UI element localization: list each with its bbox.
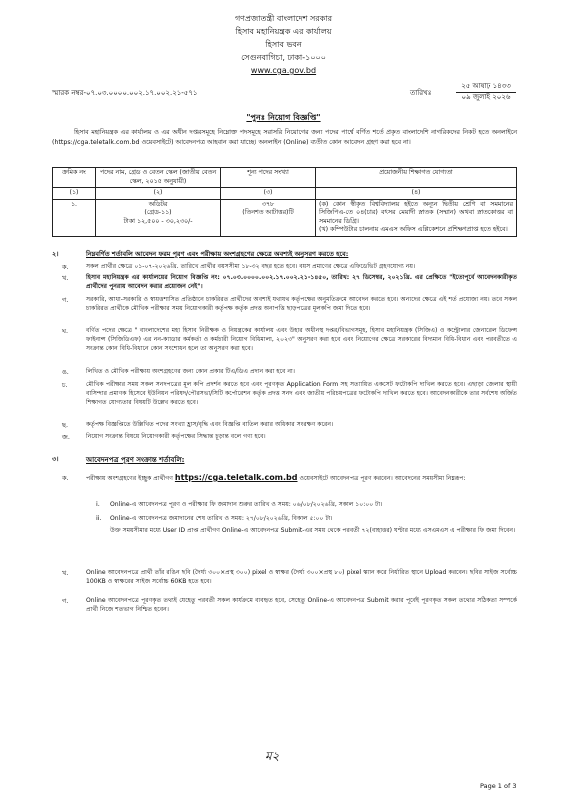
qualification-b: (খ) কম্পিউটার চালনায় এমএস অফিস এপ্লিকেশনে প্রশিক্ষণপ্রাপ্ত হতে হইবে। xyxy=(319,226,508,233)
item-ka-pre: পরীক্ষায় অংশগ্রহণের ইচ্ছুক প্রার্থীগণ xyxy=(86,475,173,482)
section2-item-text: লিখিত ও মৌখিক পরীক্ষায় অংশগ্রহণের জন্য কোন প্রকার টিএ/ডিএ প্রদান করা হবে না। xyxy=(86,368,295,375)
header-office: হিসাব মহানিয়ন্ত্রক এর কার্যালয় xyxy=(235,27,332,36)
section2-item-label: ঘ. xyxy=(62,327,69,335)
post-grade: (গ্রেড-১১) xyxy=(144,209,172,216)
section2-number: ২। xyxy=(52,250,59,258)
page-number: Page 1 of 3 xyxy=(480,782,517,790)
section2-item-label: খ. xyxy=(62,274,69,282)
section2-item-text: বর্ণিত পদের ক্ষেত্রে " বাংলাদেশের মহা হিসাব নিরীক্ষক ও নিয়ন্ত্রকের কার্যালয় এবং উহার অধীনস্থ দপ্তর/বিভাগসমূহ, হিসাব মহানিয়ন্ত্রক (সিজিএ) ও কন্ট্রোলার জেনারেল ডিফেন্স ফাইনান্স (সিজিডিএফ) এর নন-ক্যাডার কর্মকর্তা ও কর্মচারী নিয়োগ বিধিমালা, ২০২৩" অনুসরণ করা হবে এবং নিয়োগের ক্ষেত্রে সরকারের বিদ্যমান বিধি-বিধান এবং পরবর্তীতে এ সংক্রান্ত কোন বিধি-বিধানে কোন সংশোধন হলে তা অনুসরণ করা হবে। xyxy=(86,327,517,352)
table-number-row xyxy=(53,188,517,200)
section3-item-label: ক. xyxy=(62,474,69,482)
vacancy-words: (তিনশত আটাত্তর)টি xyxy=(242,209,294,216)
section3-item-label: খ. xyxy=(62,569,69,577)
table-header: ক্রমিক নং xyxy=(53,168,96,188)
section3-item-ga: Online আবেদনপত্রে পূরণকৃত তথ্যই যেহেতু পরবর্তী সকল কার্যক্রমে ব্যবহৃত হবে, সেহেতু Online-এ আবেদনপত্র Submit করার পূর্বেই পূরণকৃত সকল তথ্যের সঠিকতা সম্পর্কে প্রার্থী নিজে শতভাগ নিশ্চিত হবেন। xyxy=(86,597,517,613)
col-number: (৪) xyxy=(316,188,517,200)
section2-item-label: জ. xyxy=(62,433,70,441)
section2-item-label: ঙ. xyxy=(62,368,69,376)
row-serial: ১. xyxy=(53,199,96,236)
section2-item-label: গ. xyxy=(62,296,69,304)
sub-item-start-date: Online-এ আবেদনপত্র পূরণ ও পরীক্ষার ফি জমাদান শুরুর তারিখ ও সময়: ০৬/০৮/২০২৬খ্রি, সকাল ১০:০০ টা। xyxy=(110,501,383,508)
section2-item-label: ক. xyxy=(62,263,69,271)
item-ka-post: ওয়েবসাইটে আবেদনপত্র পূরণ করবেন। আবেদনের সময়সীমা নিম্নরূপ: xyxy=(299,475,466,482)
table-header: শূন্য পদের সংখ্যা xyxy=(221,168,316,188)
section2-item-label: চ. xyxy=(62,381,68,389)
table-header-row xyxy=(53,168,517,188)
row-vacancies xyxy=(221,199,316,236)
section2-item-text: মৌখিক পরীক্ষার সময় সকল সনদপত্রের মূল কপি প্রদর্শন করতে হবে এবং পূরণকৃত Application Form সহ সত্যায়িত একসেট ফটোকপি দাখিল করতে হবে। এছাড়া জেলার স্থায়ী বাসিন্দার প্রমাণক হিসেবে ইউনিয়ন পরিষদ/পৌরসভা/সিটি কর্পোরেশন কর্তৃক প্রদত্ত সনদ এবং জাতীয় পরিচয়পত্রের ফটোকপি দাখিল করতে হবে। আবেদনকারীকে তার সর্বশেষ অর্জিত শিক্ষাগত যোগ্যতার বিষয়টি উল্লেখ করতে হবে। xyxy=(86,381,517,406)
qualification-a: (ক) কোন স্বীকৃত বিশ্ববিদ্যালয় হইতে অন্যূন দ্বিতীয় শ্রেণি বা সমমানের সিজিপিএ-তে ০৪(চার) বৎসর মেয়াদী স্নাতক (সম্মান) অথবা স্নাতকোত্তর বা সমমানের ডিগ্রি। xyxy=(319,200,513,225)
vacancy-table xyxy=(52,167,517,237)
section3-item-ka xyxy=(86,473,517,483)
memo-number: স্মারক নম্বর-০৭.০৩.০০০০.০০২.১৭.০০২.২১-৫৭১ xyxy=(52,89,198,97)
header-building: হিসাব ভবন xyxy=(265,40,302,49)
post-name: অডিটর xyxy=(148,200,168,208)
intro-paragraph: হিসাব মহানিয়ন্ত্রক এর কার্যালয় ও এর অধীন দপ্তরসমূহে নিম্নোক্ত পদসমূহে সরাসরি নিয়োগের জন্য পদের পার্শ্বে বর্ণিত শর্তে প্রকৃত বাংলাদেশি নাগরিকদের নিকট হতে অনলাইনে (https://cga.teletalk.com.bd ওয়েবসাইটে) আবেদনপত্র আহবান করা যাচ্ছে। অনলাইন (Online) ব্যতীত কোন আবেদন গ্রহণ করা হবে না। xyxy=(52,129,517,146)
header xyxy=(0,12,567,77)
col-number: (১) xyxy=(53,188,96,200)
notice-title: "পুনঃ নিয়োগ বিজ্ঞপ্তি" xyxy=(246,113,321,122)
table-row xyxy=(53,199,517,236)
section2-item-text: কর্তৃপক্ষ বিজ্ঞপ্তিতে উল্লিখিত পদের সংখ্যা হ্রাস/বৃদ্ধি এবং বিজ্ঞপ্তি বাতিল করার অধিকার সংরক্ষণ করেন। xyxy=(86,421,334,428)
section3-item-label: গ. xyxy=(62,597,69,605)
section3-number: ৩। xyxy=(52,455,59,463)
date-english: ০৯ জুলাই ২০২৬ xyxy=(461,93,511,101)
section3-item-kha: Online আবেদনপত্রে প্রার্থী তাঁর রঙিন ছবি (দৈর্ঘ্য ৩০০×প্রস্থ ৩০০) pixel ও স্বাক্ষর (দৈর্ঘ্য ৩০০×প্রস্থ ৮০) pixel স্ক্যান করে নির্ধারিত স্থানে Upload করবেন। ছবির সাইজ সর্বোচ্চ 100KB ও স্বাক্ষরের সাইজ সর্বোচ্চ 60KB হতে হবে। xyxy=(86,569,517,585)
section2-title: নিম্নবর্ণিত শর্তাবলি আবেদন ফরম পূরণ এবং পরীক্ষায় অংশগ্রহণের ক্ষেত্রে অবশ্যই অনুসরণ করতে হবে: xyxy=(86,250,349,258)
section2-item-text: হিসাব মহানিয়ন্ত্রক এর কার্যালয়ের নিয়োগ বিজ্ঞপ্তি নং: ০৭.০৩.০০০০.০০২.১৭.০০২.২১-১৪৫০, তারিখ: ২৭ ডিসেম্বর, ২০২১খ্রি. এর প্রেক্ষিতে "ইতোপূর্বে আবেদনকারীকৃত প্রার্থীদের পুনরায় আবেদন করার প্রয়োজন নেই"। xyxy=(86,274,517,290)
table-header: পদের নাম, গ্রেড ও বেতন স্কেল (জাতীয় বেতন স্কেল, ২০১৫ অনুযায়ী) xyxy=(96,168,221,188)
sub-item-note: উক্ত সময়সীমার মধ্যে User ID প্রাপ্ত প্রার্থীগণ Online-এ আবেদনপত্র Submit-এর সময় থেকে পরবর্তী ৭২(বাহাত্তর) ঘণ্টার মধ্যে এসএমএস এ পরীক্ষার ফি জমা দিবেন। xyxy=(110,527,516,534)
date-label: তারিখঃ xyxy=(410,89,432,97)
row-post xyxy=(96,199,221,236)
post-scale: টাকা ১২,৫০০ - ৩০,২৩০/- xyxy=(123,217,193,225)
sub-item-label: ii. xyxy=(96,514,102,522)
table-header: প্রয়োজনীয় শিক্ষাগত যোগ্যতা xyxy=(316,168,517,188)
section2-item-text: সকল প্রার্থীর ক্ষেত্রে ০১-০৭-২০২৬খ্রি. তারিখে প্রার্থীর বয়সসীমা ১৮-৩২ বছর হতে হবে। বয়স প্রমাণের ক্ষেত্রে এফিডেভিট গ্রহণযোগ্য নয়। xyxy=(86,263,416,270)
signature: ম২ xyxy=(265,749,280,763)
col-number: (৩) xyxy=(221,188,316,200)
teletalk-link[interactable]: https://cga.teletalk.com.bd xyxy=(174,473,298,482)
col-number: (২) xyxy=(96,188,221,200)
section2-item-text: নিয়োগ সংক্রান্ত বিষয়ে নিয়োগকারী কর্তৃপক্ষের সিদ্ধান্ত চূড়ান্ত বলে গণ্য হবে। xyxy=(86,433,266,440)
header-address: সেগুনবাগিচা, ঢাকা-১০০০ xyxy=(241,53,326,62)
section2-item-label: ছ. xyxy=(62,421,69,429)
sub-item-end-date: Online-এ আবেদনপত্র জমাদানের শেষ তারিখ ও সময়: ২৭/০৮/২০২৬খ্রি, বিকাল ৫:০০ টা। xyxy=(110,515,333,522)
header-government: গণপ্রজাতন্ত্রী বাংলাদেশ সরকার xyxy=(234,14,333,23)
header-website[interactable]: www.cga.gov.bd xyxy=(250,66,317,75)
row-qualification xyxy=(316,199,517,236)
section3-title: আবেদনপত্র পূরণ সংক্রান্ত শর্তাবলি: xyxy=(86,456,185,464)
vacancy-count: ৩৭৮ xyxy=(261,200,275,208)
section2-item-text: সরকারি, আধা-সরকারি ও স্বায়ত্তশাসিত প্রতিষ্ঠানে চাকরিরত প্রার্থীদের অবশ্যই যথাযথ কর্তৃপক্ষের অনুমতিক্রমে আবেদন করতে হবে। অন্যদের ক্ষেত্রে এই শর্ত প্রযোজ্য নয়। তবে সকল চাকরিরত প্রার্থীকে মৌখিক পরীক্ষার সময় নিয়োগকারী কর্তৃপক্ষ কর্তৃক প্রদত্ত অনাপত্তি ছাড়পত্রের মূলকপি জমা দিতে হবে। xyxy=(86,296,517,312)
sub-item-label: i. xyxy=(96,500,100,508)
date-bangla: ২৫ আষাঢ় ১৪৩৩ xyxy=(456,80,516,93)
